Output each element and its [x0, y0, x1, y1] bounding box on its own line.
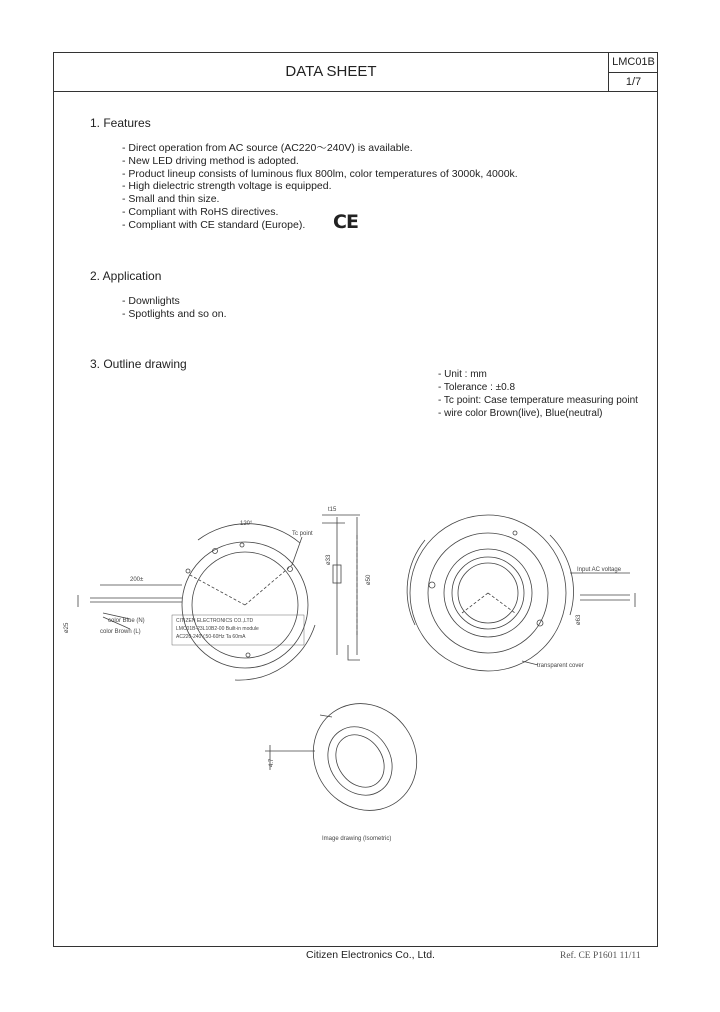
page-number: 1/7: [625, 76, 642, 88]
wire-brown-label: color Brown (L): [100, 629, 141, 635]
mount-hole: [288, 567, 293, 572]
dim-top-label: t15: [328, 507, 337, 513]
note-item: - Unit : mm: [438, 369, 487, 380]
features-list: [122, 142, 518, 232]
pcb-text: CITIZEN ELECTRONICS CO.,LTD: [176, 618, 254, 624]
list-item: - Downlights: [122, 295, 180, 307]
dim-right-label: ø63: [576, 614, 582, 625]
list-item: - Direct operation from AC source (AC220〜240V) is available.: [122, 142, 413, 154]
dim-small-label: ø33: [326, 554, 332, 565]
footer-ref: Ref. CE P1601 11/11: [560, 951, 641, 961]
pcb-text: LMC01B-23L10B2-00 Built-in module: [176, 626, 259, 632]
page-title: DATA SHEET: [285, 63, 377, 80]
list-item: - New LED driving method is adopted.: [122, 154, 299, 167]
doc-code-box: [608, 52, 658, 92]
iso-lens-outer: [315, 714, 405, 807]
iso-edge: [320, 715, 332, 717]
arc-dim: [550, 535, 573, 615]
arc-dim: [407, 540, 425, 625]
list-item: - Compliant with CE standard (Europe).: [122, 218, 306, 231]
input-label: Input AC voltage: [577, 567, 622, 573]
list-item: - Product lineup consists of luminous flux 800lm, color temperatures of 3000k, 4000k.: [122, 167, 518, 180]
note-item: - Tc point: Case temperature measuring point: [438, 395, 638, 406]
footer-company: Citizen Electronics Co., Ltd.: [306, 949, 435, 961]
note-item: - Tolerance : ±0.8: [438, 382, 516, 393]
outline-notes: [438, 368, 638, 420]
mount-hole: [246, 653, 250, 657]
cover-leader: [522, 661, 538, 665]
side-bracket: [348, 645, 360, 660]
application-heading: 2. Application: [90, 269, 162, 283]
features-heading: 1. Features: [90, 116, 151, 130]
cover-label: transparent cover: [537, 663, 584, 669]
tc-leader: [292, 537, 302, 565]
mount-hole: [513, 531, 517, 535]
rotation-arc: [235, 625, 315, 680]
ce-mark-logo: CE: [333, 211, 358, 233]
iso-outer: [292, 683, 437, 830]
list-item: - Compliant with RoHS directives.: [122, 205, 279, 218]
dim-left-label: ø25: [64, 622, 70, 633]
outline-heading: 3. Outline drawing: [90, 357, 187, 371]
angle-label: 120°: [240, 521, 253, 527]
tc-label: Tc point: [292, 531, 313, 537]
lead-length-label: 200±: [130, 577, 144, 583]
wire-blue-label: color Blue (N): [108, 618, 145, 624]
pcb-text: AC220-240V,50-60Hz Ta 60mA: [176, 634, 246, 640]
list-item: - Small and thin size.: [122, 193, 220, 206]
mount-hole: [240, 543, 244, 547]
doc-code: LMC01B: [609, 52, 658, 73]
outline-drawing: [64, 495, 650, 855]
iso-lens-inner: [326, 725, 394, 796]
dim-perspective-label: 4.7: [269, 758, 275, 767]
image-caption: Image drawing (Isometric): [322, 836, 392, 842]
mount-hole: [186, 569, 190, 573]
mount-hole: [429, 582, 435, 588]
list-item: - High dielectric strength voltage is equipped.: [122, 180, 332, 193]
list-item: - Spotlights and so on.: [122, 307, 227, 320]
dim-side-label: ø50: [366, 574, 372, 585]
application-list: [122, 295, 226, 321]
note-item: - wire color Brown(live), Blue(neutral): [438, 408, 603, 419]
